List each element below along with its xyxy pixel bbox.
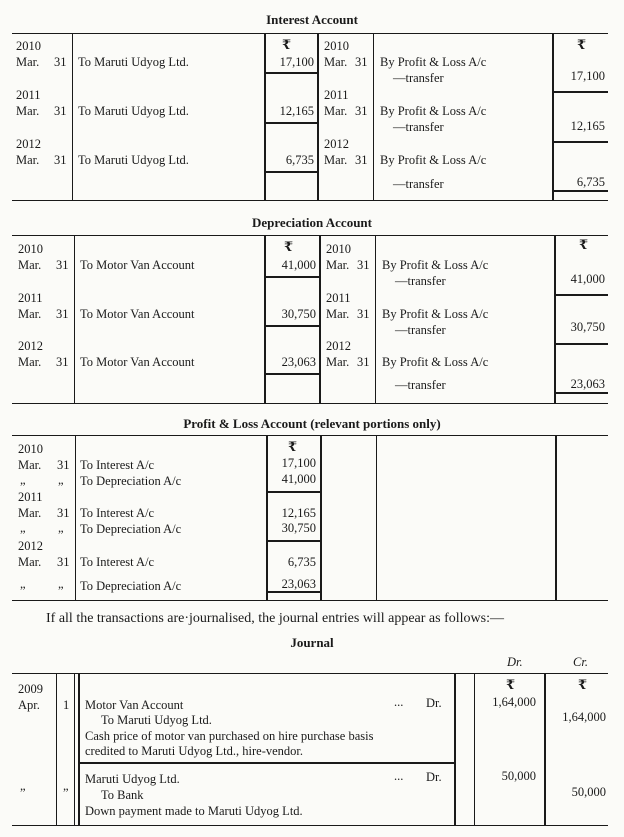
entry-year: 2012 <box>326 339 351 353</box>
entry-day: 31 <box>357 355 370 369</box>
entry-day: 31 <box>355 153 368 167</box>
column-divider <box>72 33 73 200</box>
dr-tag: Dr. <box>426 770 442 784</box>
entry-month: Mar. <box>324 104 348 118</box>
entry-year: 2010 <box>326 242 351 256</box>
rupee-symbol: ₹ <box>284 239 294 254</box>
debit-particulars: To Maruti Udyog Ltd. <box>78 55 189 69</box>
entry-day: 31 <box>54 153 67 167</box>
debit-particulars: To Interest A/c <box>80 458 155 472</box>
amount-rule <box>264 72 319 74</box>
ditto-mark: „ <box>63 779 69 793</box>
debit-amount: 23,063 <box>281 577 316 591</box>
entry-year: 2012 <box>16 137 41 151</box>
column-divider <box>317 33 319 200</box>
column-divider <box>376 435 377 600</box>
ditto-mark: „ <box>58 473 64 487</box>
debit-particulars: To Interest A/c <box>80 506 155 520</box>
credit-subline: —transfer <box>393 71 444 85</box>
debit-amount: 17,100 <box>279 55 314 69</box>
entry-month: Mar. <box>18 458 42 472</box>
entry-year: 2012 <box>324 137 349 151</box>
entry-month: Apr. <box>18 698 40 712</box>
credit-particulars: By Profit & Loss A/c <box>380 104 487 118</box>
entry-day: 1 <box>63 698 70 712</box>
debit-particulars: To Depreciation A/c <box>80 474 182 488</box>
credit-particulars: By Profit & Loss A/c <box>380 55 487 69</box>
journal-title: Journal <box>290 635 334 650</box>
entry-month: Mar. <box>18 355 42 369</box>
column-divider <box>373 33 374 200</box>
credit-subline: —transfer <box>393 120 444 134</box>
debit-amount: 50,000 <box>501 769 536 783</box>
ditto-mark: „ <box>58 521 64 535</box>
entry-month: Mar. <box>326 307 350 321</box>
credit-account: To Maruti Udyog Ltd. <box>101 713 212 727</box>
debit-amount: 41,000 <box>281 472 316 486</box>
entry-year: 2011 <box>16 88 41 102</box>
debit-amount: 23,063 <box>281 355 316 369</box>
debit-amount: 17,100 <box>281 456 316 470</box>
entry-day: 31 <box>54 104 67 118</box>
ditto-mark: „ <box>20 779 26 793</box>
entry-day: 31 <box>57 458 70 472</box>
table-rule <box>12 403 608 404</box>
amount-rule <box>264 373 321 375</box>
credit-amount: 23,063 <box>570 377 605 391</box>
credit-particulars: By Profit & Loss A/c <box>382 307 489 321</box>
ditto-mark: „ <box>20 521 26 535</box>
entry-month: Mar. <box>324 55 348 69</box>
entry-day: 31 <box>355 55 368 69</box>
amount-rule <box>554 343 608 345</box>
entry-month: Mar. <box>326 258 350 272</box>
entry-day: 31 <box>357 258 370 272</box>
debit-amount: 41,000 <box>281 258 316 272</box>
debit-particulars: To Depreciation A/c <box>80 522 182 536</box>
profit-loss-title: Profit & Loss Account (relevant portions only) <box>183 416 441 431</box>
amount-rule <box>264 122 319 124</box>
amount-rule <box>554 294 608 296</box>
entry-year: 2012 <box>18 539 43 553</box>
entry-month: Mar. <box>16 153 40 167</box>
debit-amount: 6,735 <box>287 555 316 569</box>
entry-year: 2011 <box>326 291 351 305</box>
column-divider <box>75 435 76 600</box>
amount-rule <box>552 91 608 93</box>
entry-day: 31 <box>355 104 368 118</box>
entry-month: Mar. <box>326 355 350 369</box>
ditto-mark: „ <box>20 473 26 487</box>
column-divider <box>319 235 321 403</box>
credit-amount: 6,735 <box>576 175 605 189</box>
amount-rule <box>264 171 319 173</box>
narration: credited to Maruti Udyog Ltd., hire-vendor. <box>85 744 303 758</box>
debit-particulars: To Maruti Udyog Ltd. <box>78 104 189 118</box>
debit-particulars: To Maruti Udyog Ltd. <box>78 153 189 167</box>
leader-dots: ... <box>394 695 404 709</box>
entry-year: 2010 <box>18 242 43 256</box>
debit-amount: 30,750 <box>281 307 316 321</box>
entry-year: 2010 <box>324 39 349 53</box>
narration: Down payment made to Maruti Udyog Ltd. <box>85 804 303 818</box>
amount-rule <box>266 491 322 493</box>
debit-account: Maruti Udyog Ltd. <box>85 772 180 786</box>
column-divider <box>74 673 75 825</box>
journal-year: 2009 <box>18 682 43 696</box>
credit-amount: 17,100 <box>570 69 605 83</box>
credit-amount: 30,750 <box>570 320 605 334</box>
entry-day: 31 <box>54 55 67 69</box>
interest-account-title: Interest Account <box>266 12 358 27</box>
entry-month: Mar. <box>18 555 42 569</box>
dr-tag: Dr. <box>426 696 442 710</box>
debit-particulars: To Motor Van Account <box>80 307 195 321</box>
debit-particulars: To Motor Van Account <box>80 258 195 272</box>
table-rule <box>12 825 608 826</box>
entry-year: 2012 <box>18 339 43 353</box>
entry-day: 31 <box>56 258 69 272</box>
credit-amount: 41,000 <box>570 272 605 286</box>
rupee-symbol: ₹ <box>282 37 292 52</box>
debit-particulars: To Depreciation A/c <box>80 579 182 593</box>
amount-rule <box>264 325 321 327</box>
rupee-symbol: ₹ <box>288 439 298 454</box>
credit-account: To Bank <box>101 788 144 802</box>
column-divider <box>78 673 80 825</box>
column-divider <box>555 435 557 600</box>
amount-rule <box>554 392 608 394</box>
leader-dots: ... <box>394 769 404 783</box>
cr-column-header: Cr. <box>573 655 588 669</box>
credit-subline: —transfer <box>395 378 446 392</box>
entry-year: 2011 <box>18 490 43 504</box>
debit-amount: 6,735 <box>285 153 314 167</box>
rupee-symbol: ₹ <box>506 677 516 692</box>
debit-particulars: To Interest A/c <box>80 555 155 569</box>
amount-rule <box>264 276 321 278</box>
narration: Cash price of motor van purchased on hire purchase basis <box>85 729 374 743</box>
table-rule <box>12 200 608 201</box>
column-divider <box>544 673 546 825</box>
ditto-mark: „ <box>20 577 26 591</box>
debit-particulars: To Motor Van Account <box>80 355 195 369</box>
debit-account: Motor Van Account <box>85 698 184 712</box>
credit-particulars: By Profit & Loss A/c <box>382 258 489 272</box>
credit-subline: —transfer <box>395 323 446 337</box>
entry-year: 2010 <box>18 442 43 456</box>
intro-paragraph: If all the transactions are·journalised, the journal entries will appear as follows:— <box>46 611 504 626</box>
credit-subline: —transfer <box>393 177 444 191</box>
depreciation-account-title: Depreciation Account <box>252 215 372 230</box>
entry-year: 2010 <box>16 39 41 53</box>
entry-month: Mar. <box>18 506 42 520</box>
dr-column-header: Dr. <box>507 655 523 669</box>
entry-day: 31 <box>57 506 70 520</box>
table-rule <box>12 33 608 34</box>
credit-subline: —transfer <box>395 274 446 288</box>
ditto-mark: „ <box>58 577 64 591</box>
column-divider <box>552 33 554 200</box>
column-divider <box>320 435 322 600</box>
amount-rule <box>266 540 322 542</box>
entry-day: 31 <box>357 307 370 321</box>
table-rule <box>12 673 608 674</box>
amount-rule <box>552 190 608 192</box>
credit-amount: 1,64,000 <box>562 710 606 724</box>
entry-day: 31 <box>56 307 69 321</box>
column-divider <box>74 235 75 403</box>
debit-amount: 30,750 <box>281 521 316 535</box>
entry-day: 31 <box>57 555 70 569</box>
entry-month: Mar. <box>16 104 40 118</box>
entry-month: Mar. <box>18 307 42 321</box>
column-divider <box>454 673 456 825</box>
credit-particulars: By Profit & Loss A/c <box>382 355 489 369</box>
rupee-symbol: ₹ <box>579 237 589 252</box>
column-divider <box>474 673 475 825</box>
entry-year: 2011 <box>324 88 349 102</box>
entry-year: 2011 <box>18 291 43 305</box>
entry-month: Mar. <box>18 258 42 272</box>
table-rule <box>12 600 608 601</box>
entry-month: Mar. <box>16 55 40 69</box>
debit-amount: 12,165 <box>279 104 314 118</box>
amount-rule <box>266 591 322 593</box>
rupee-symbol: ₹ <box>578 677 588 692</box>
entry-day: 31 <box>56 355 69 369</box>
amount-rule <box>552 141 608 143</box>
debit-amount: 12,165 <box>281 506 316 520</box>
credit-amount: 50,000 <box>571 785 606 799</box>
table-rule <box>12 235 608 236</box>
entry-rule <box>78 762 454 764</box>
table-rule <box>12 435 608 436</box>
debit-amount: 1,64,000 <box>492 695 536 709</box>
entry-month: Mar. <box>324 153 348 167</box>
credit-amount: 12,165 <box>570 119 605 133</box>
column-divider <box>56 673 57 825</box>
credit-particulars: By Profit & Loss A/c <box>380 153 487 167</box>
column-divider <box>375 235 376 403</box>
rupee-symbol: ₹ <box>577 37 587 52</box>
